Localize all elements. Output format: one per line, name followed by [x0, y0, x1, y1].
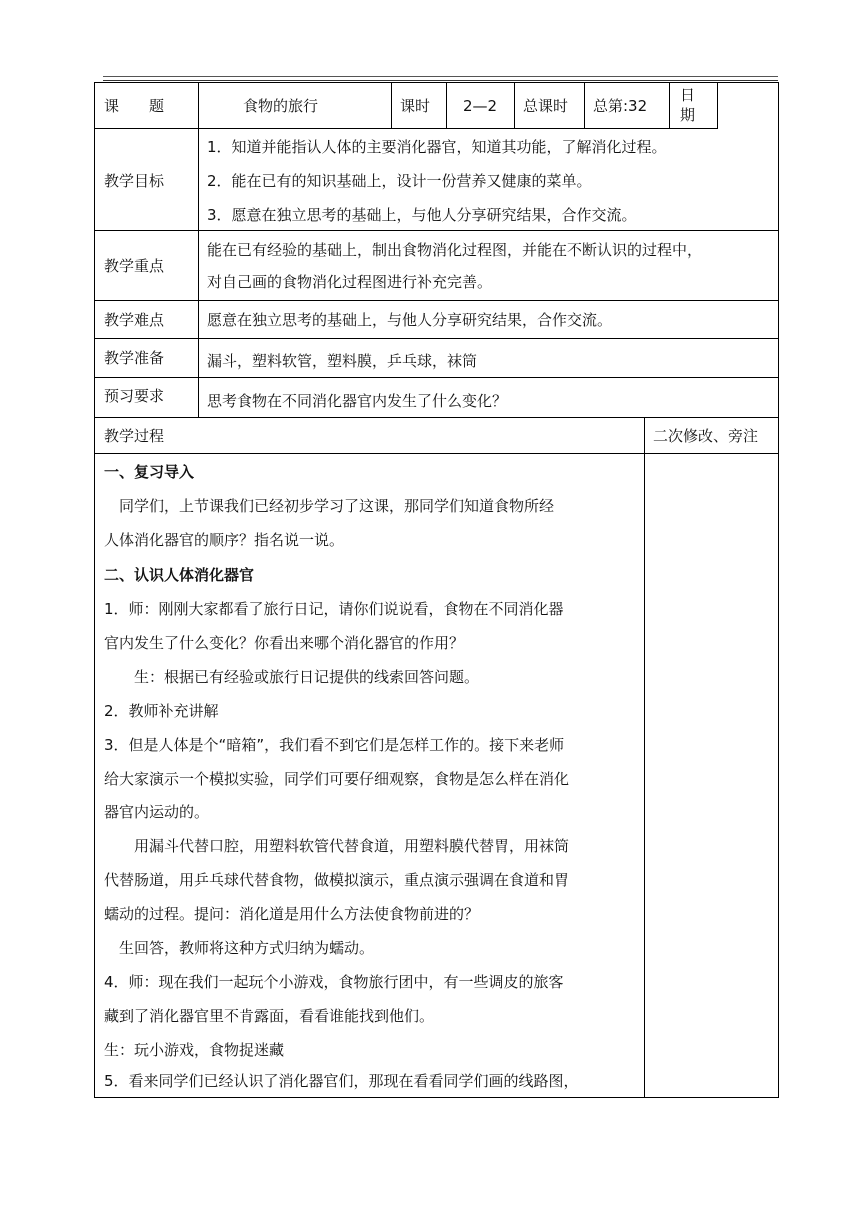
focus-label: 教学重点: [104, 257, 165, 275]
section-heading-review: 一、复习导入: [104, 463, 195, 481]
difficulty-text: 愿意在独立思考的基础上，与他人分享研究结果，合作交流。: [207, 311, 613, 329]
process-line: 4．师：现在我们一起玩个小游戏，食物旅行团中，有一些调皮的旅客: [104, 973, 564, 991]
process-line: 生：根据已有经验或旅行日记提供的线索回答问题。: [104, 668, 480, 686]
process-line: 代替肠道，用乒乓球代替食物，做模拟演示，重点演示强调在食道和胃: [104, 871, 570, 889]
process-line: 藏到了消化器官里不肯露面，看看谁能找到他们。: [104, 1007, 435, 1025]
preview-text: 思考食物在不同消化器官内发生了什么变化？: [207, 392, 508, 410]
preview-label: 预习要求: [104, 387, 165, 405]
focus-line-2: 对自己画的食物消化过程图进行补充完善。: [207, 273, 493, 291]
process-line: 2．教师补充讲解: [104, 702, 219, 720]
process-line: 5．看来同学们已经认识了消化器官们，那现在看看同学们画的线路图，: [104, 1072, 579, 1090]
process-label-cell: [94, 418, 645, 454]
process-line: 1．师：刚刚大家都看了旅行日记，请你们说说看，食物在不同消化器: [104, 600, 564, 618]
total-label: 总课时: [523, 97, 569, 115]
date-label-top: 日: [680, 86, 696, 104]
prep-text: 漏斗，塑料软管，塑料膜，乒乓球，袜筒: [207, 352, 478, 370]
process-line: 生：玩小游戏，食物捉迷藏: [104, 1041, 285, 1059]
section-heading-organs: 二、认识人体消化器官: [104, 566, 255, 584]
header-rule: [103, 76, 778, 77]
goal-line-3: 3．愿意在独立思考的基础上，与他人分享研究结果，合作交流。: [207, 206, 637, 224]
header-rule-2: [103, 80, 778, 81]
process-label: 教学过程: [104, 427, 165, 445]
period-label: 课时: [400, 97, 431, 115]
process-line: 同学们，上节课我们已经初步学习了这课，那同学们知道食物所经: [104, 497, 555, 515]
process-line: 人体消化器官的顺序？指名说一说。: [104, 531, 345, 549]
process-line: 生回答，教师将这种方式归纳为蠕动。: [104, 939, 375, 957]
goal-line-2: 2．能在已有的知识基础上，设计一份营养又健康的菜单。: [207, 172, 592, 190]
difficulty-label: 教学难点: [104, 311, 165, 329]
process-line: 3．但是人体是个“暗箱”，我们看不到它们是怎样工作的。接下来老师: [104, 736, 565, 754]
prep-label: 教学准备: [104, 349, 165, 367]
process-line: 用漏斗代替口腔，用塑料软管代替食道，用塑料膜代替胃，用袜筒: [104, 837, 570, 855]
process-line: 器官内运动的。: [104, 803, 210, 821]
notes-label: 二次修改、旁注: [653, 427, 759, 445]
topic-label: 课 题: [104, 97, 165, 115]
topic-title: 食物的旅行: [243, 97, 319, 115]
process-line: 蠕动的过程。提问：消化道是用什么方法使食物前进的？: [104, 905, 480, 923]
goal-line-1: 1．知道并能指认人体的主要消化器官，知道其功能，了解消化过程。: [207, 138, 667, 156]
goals-label: 教学目标: [104, 172, 165, 190]
date-label-bottom: 期: [680, 106, 696, 124]
focus-line-1: 能在已有经验的基础上，制出食物消化过程图，并能在不断认识的过程中，: [207, 241, 703, 259]
total-value: 总第:32: [593, 97, 648, 115]
notes-body-cell: [645, 454, 779, 1098]
process-line: 给大家演示一个模拟实验，同学们可要仔细观察，食物是怎么样在消化: [104, 770, 570, 788]
process-line: 官内发生了什么变化？你看出来哪个消化器官的作用？: [104, 634, 465, 652]
period-value: 2—2: [463, 97, 498, 115]
